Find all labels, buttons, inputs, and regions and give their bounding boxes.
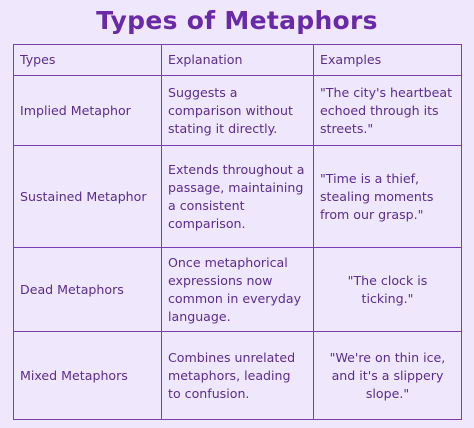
explanation-cell: Suggests a comparison without stating it directly. — [162, 76, 314, 146]
table-row — [14, 146, 462, 248]
table-row — [14, 248, 462, 332]
metaphor-table — [13, 44, 462, 420]
header-row — [14, 45, 462, 76]
type-cell: Sustained Metaphor — [14, 146, 162, 248]
example-cell: "The clock is ticking." — [314, 248, 462, 332]
explanation-cell: Once metaphorical expressions now common in everyday language. — [162, 248, 314, 332]
explanation-cell: Extends throughout a passage, maintaining a consistent comparison. — [162, 146, 314, 248]
example-cell: "Time is a thief, stealing moments from our grasp." — [314, 146, 462, 248]
page-title: Types of Metaphors — [96, 6, 378, 35]
type-cell: Implied Metaphor — [14, 76, 162, 146]
example-cell: "We're on thin ice, and it's a slippery slope." — [314, 332, 462, 420]
explanation-cell: Combines unrelated metaphors, leading to confusion. — [162, 332, 314, 420]
header-examples: Examples — [314, 45, 462, 76]
type-cell: Mixed Metaphors — [14, 332, 162, 420]
type-cell: Dead Metaphors — [14, 248, 162, 332]
header-explanation: Explanation — [162, 45, 314, 76]
table-row — [14, 332, 462, 420]
table-row — [14, 76, 462, 146]
example-cell: "The city's heartbeat echoed through its streets." — [314, 76, 462, 146]
header-types: Types — [14, 45, 162, 76]
